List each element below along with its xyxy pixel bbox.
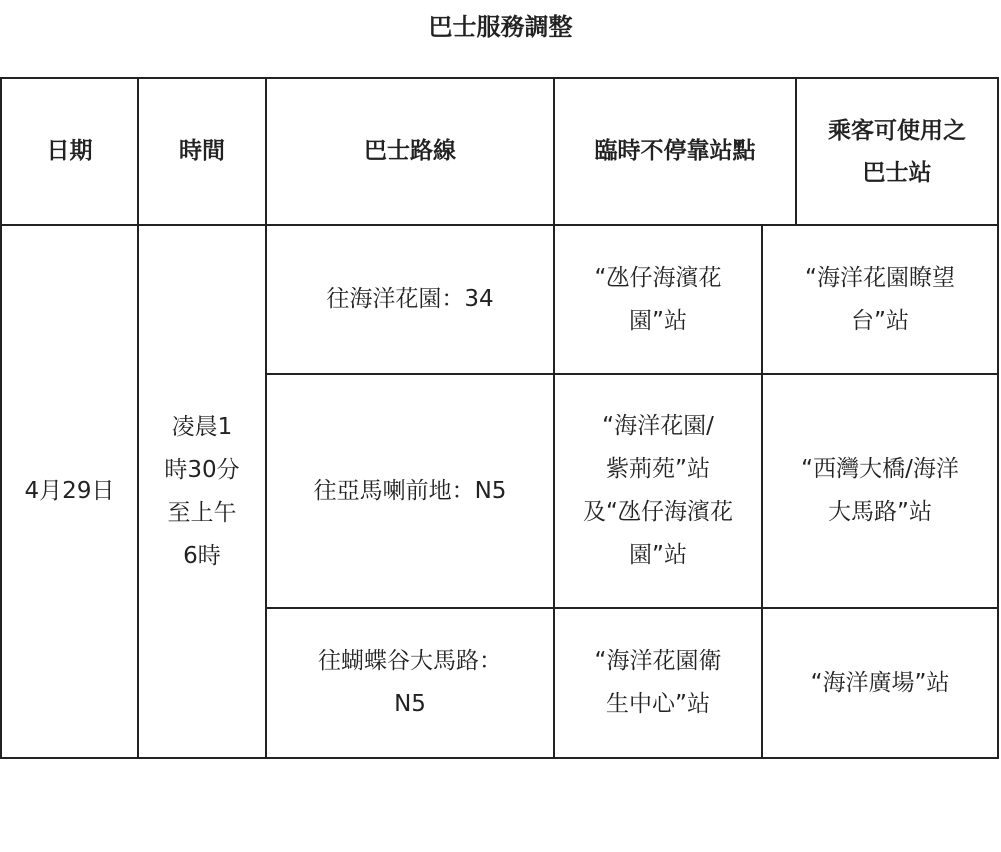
date-cell: 4月29日 [24,478,115,504]
route-row-1: 往海洋花園：34 [326,286,494,312]
header-available-line1: 乘客可使用之 [828,117,966,144]
suspended-row-3 [555,609,761,757]
route-row-3 [267,609,553,757]
suspended-row-1-line-1: “氹仔海濱花 [594,264,722,291]
available-row-1-line-2: 台”站 [851,307,909,334]
header-available-stops [797,79,997,224]
time-line-2: 時30分 [164,456,240,483]
suspended-row-2-line-2: 紫荊苑”站 [606,456,710,482]
table-right-border [997,77,999,759]
header-date: 日期 [46,138,93,164]
suspended-row-1 [555,226,761,373]
suspended-row-2-line-3: 及“氹仔海濱花 [583,499,733,525]
route-row-2: 往亞馬喇前地：N5 [313,477,507,504]
suspended-row-2-line-1: “海洋花園/ [602,413,714,439]
time-line-1: 凌晨1 [171,413,233,440]
time-line-3: 至上午 [167,499,237,526]
suspended-row-2 [555,375,761,607]
time-cell [139,226,265,757]
available-row-1-line-1: “海洋花園瞭望 [805,264,955,291]
header-available-line2: 巴士站 [862,159,932,186]
suspended-row-2-line-4: 園”站 [629,542,687,568]
suspended-row-1-line-2: 園”站 [629,307,687,334]
available-row-1 [763,226,997,373]
suspended-row-3-line-2: 生中心”站 [606,691,710,717]
available-row-2-line-2: 大馬路”站 [828,499,932,525]
header-time: 時間 [179,138,225,164]
time-line-4: 6時 [183,542,221,569]
route-row-3-line-2: N5 [394,691,426,717]
available-row-2 [763,375,997,607]
suspended-row-3-line-1: “海洋花園衛 [594,648,722,674]
header-route: 巴士路線 [364,138,456,164]
page-title: 巴士服務調整 [428,13,573,41]
available-row-3: “海洋廣場”站 [810,669,950,696]
header-suspended-stops: 臨時不停靠站點 [594,138,756,164]
available-row-2-line-1: “西灣大橋/海洋 [801,456,959,482]
table-bottom-border [0,757,999,759]
route-row-3-line-1: 往蝴蝶谷大馬路： [318,648,502,674]
